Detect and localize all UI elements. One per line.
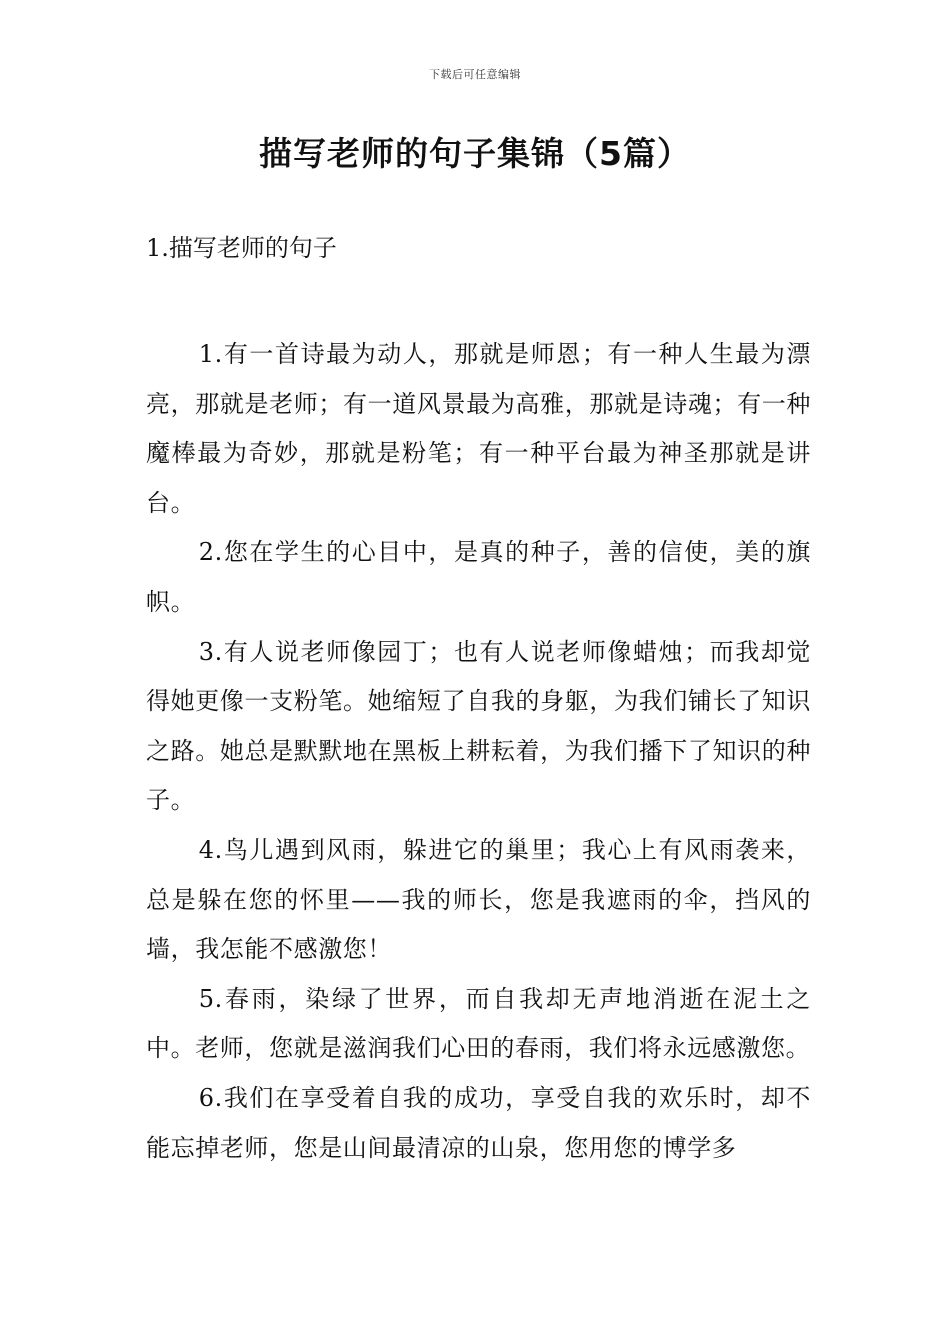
paragraph: 5.春雨，染绿了世界，而自我却无声地消逝在泥土之中。老师，您就是滋润我们心田的春雨，我们将永远感激您。 (146, 984, 811, 1063)
section-heading: 1.描写老师的句子 (146, 234, 337, 262)
paragraph: 2.您在学生的心目中，是真的种子，善的信使，美的旗帜。 (146, 538, 811, 616)
paragraph: 3.有人说老师像园丁；也有人说老师像蜡烛；而我却觉得她更像一支粉笔。她缩短了自我的身躯，为我们铺长了知识之路。她总是默默地在黑板上耕耘着，为我们播下了知识的种子。 (146, 637, 811, 815)
paragraph: 4.鸟儿遇到风雨，躲进它的巢里；我心上有风雨袭来，总是躲在您的怀里——我的师长，您是我遮雨的伞，挡风的墙，我怎能不感激您！ (146, 835, 811, 964)
document-title: 描写老师的句子集锦（5篇） (259, 134, 691, 173)
paragraph: 6.我们在享受着自我的成功，享受自我的欢乐时，却不能忘掉老师，您是山间最清凉的山泉，您用您的博学多 (146, 1083, 811, 1162)
header-note: 下载后可任意编辑 (429, 68, 521, 81)
paragraph: 1.有一首诗最为动人，那就是师恩；有一种人生最为漂亮，那就是老师；有一道风景最为高雅，那就是诗魂；有一种魔棒最为奇妙，那就是粉笔；有一种平台最为神圣那就是讲台。 (146, 340, 811, 517)
body-text (146, 330, 811, 1173)
